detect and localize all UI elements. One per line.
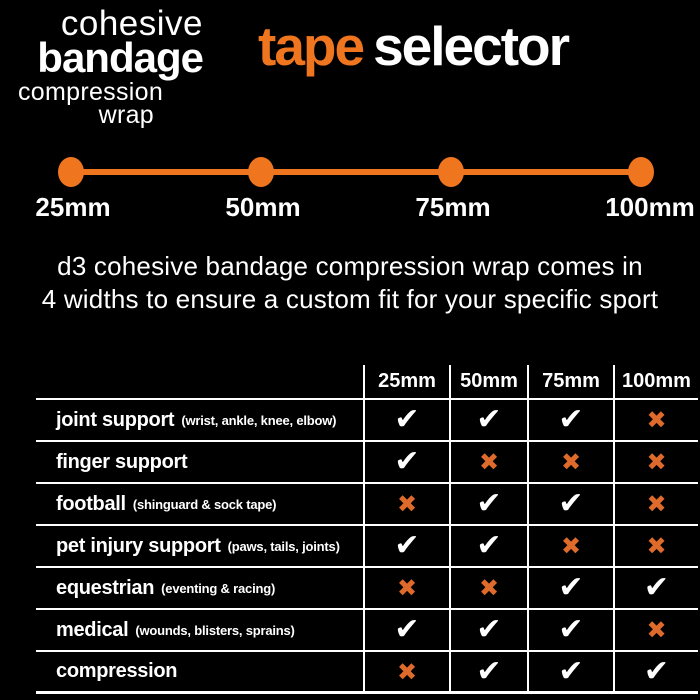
cross-icon: ✖ — [396, 657, 418, 686]
table-row — [36, 610, 698, 652]
logo-word-compression: compression — [18, 78, 164, 106]
row-label-cell — [36, 610, 363, 650]
title-word-tape: tape — [258, 15, 364, 77]
row-sublabel: (shinguard & sock tape) — [132, 496, 277, 512]
cross-icon: ✖ — [478, 574, 500, 602]
table-row — [36, 568, 698, 610]
cross-icon: ✖ — [646, 448, 667, 476]
check-icon: ✔ — [476, 528, 502, 563]
row-sublabel: (paws, tails, joints) — [227, 538, 340, 554]
mark-cell — [527, 568, 613, 608]
check-icon: ✔ — [394, 528, 420, 563]
cross-icon: ✖ — [478, 448, 500, 476]
mark-cell — [613, 484, 698, 524]
row-sublabel: (wrist, ankle, knee, elbow) — [181, 412, 337, 428]
timeline-label: 25mm — [35, 192, 111, 222]
cross-icon: ✖ — [560, 532, 582, 560]
mark-cell — [449, 442, 527, 482]
check-icon: ✔ — [558, 402, 584, 437]
mark-cell — [527, 610, 613, 650]
mark-cell — [527, 526, 613, 566]
mark-cell — [363, 400, 449, 440]
row-label: finger support — [56, 450, 188, 473]
check-icon: ✔ — [558, 612, 584, 647]
mark-cell — [527, 400, 613, 440]
mark-cell — [449, 526, 527, 566]
row-label-cell — [36, 652, 363, 691]
page-title — [258, 14, 568, 78]
row-sublabel: (wounds, blisters, sprains) — [135, 622, 295, 638]
check-icon: ✔ — [558, 653, 584, 689]
row-label: pet injury support — [56, 534, 221, 557]
cross-icon: ✖ — [560, 448, 582, 476]
logo-word-bandage: bandage — [37, 34, 203, 81]
timeline-label: 100mm — [605, 192, 695, 222]
cross-icon: ✖ — [646, 616, 667, 644]
row-label-cell — [36, 442, 363, 482]
mark-cell — [363, 568, 449, 608]
mark-cell — [613, 610, 698, 650]
timeline-label: 50mm — [225, 192, 301, 222]
check-icon: ✔ — [643, 570, 670, 605]
column-header-50mm: 50mm — [449, 365, 527, 398]
mark-cell — [363, 610, 449, 650]
mark-cell — [527, 442, 613, 482]
check-icon: ✔ — [394, 402, 420, 437]
cross-icon: ✖ — [396, 490, 418, 518]
cross-icon: ✖ — [646, 406, 667, 434]
row-label: football — [56, 492, 126, 515]
logo-word-cohesive: cohesive — [60, 4, 203, 43]
selector-table — [36, 365, 698, 694]
logo-word-wrap: wrap — [98, 101, 154, 129]
row-label: compression — [56, 660, 178, 682]
table-row — [36, 526, 698, 568]
mark-cell — [363, 652, 449, 691]
mark-cell — [613, 400, 698, 440]
check-icon: ✔ — [558, 570, 584, 605]
row-label: joint support — [56, 408, 175, 431]
mark-cell — [613, 568, 698, 608]
check-icon: ✔ — [643, 653, 670, 689]
header-label-spacer — [36, 365, 363, 398]
check-icon: ✔ — [394, 444, 420, 479]
mark-cell — [363, 484, 449, 524]
description-line-1: d3 cohesive bandage compression wrap comes in — [57, 251, 643, 281]
cross-icon: ✖ — [396, 574, 418, 602]
cross-icon: ✖ — [646, 490, 667, 518]
mark-cell — [363, 526, 449, 566]
brand-logo — [18, 6, 203, 128]
check-icon: ✔ — [476, 402, 502, 437]
row-sublabel: (eventing & racing) — [161, 580, 276, 596]
table-row — [36, 442, 698, 484]
mark-cell — [449, 484, 527, 524]
mark-cell — [527, 652, 613, 691]
cross-icon: ✖ — [646, 532, 667, 560]
row-label-cell — [36, 400, 363, 440]
mark-cell — [613, 526, 698, 566]
column-header-75mm: 75mm — [527, 365, 613, 398]
timeline-dot-icon — [438, 157, 464, 187]
table-row — [36, 400, 698, 442]
table-header-row — [36, 365, 698, 400]
row-label-cell — [36, 484, 363, 524]
mark-cell — [363, 442, 449, 482]
timeline-dot-icon — [628, 157, 654, 187]
mark-cell — [613, 442, 698, 482]
mark-cell — [527, 484, 613, 524]
description — [0, 250, 700, 317]
row-label-cell — [36, 568, 363, 608]
row-label: medical — [56, 618, 129, 641]
check-icon: ✔ — [476, 612, 502, 647]
timeline-dot-icon — [58, 157, 84, 187]
timeline-label: 75mm — [415, 192, 491, 222]
check-icon: ✔ — [558, 486, 584, 521]
timeline-dot-icon — [248, 157, 274, 187]
column-header-100mm: 100mm — [613, 365, 698, 398]
mark-cell — [449, 568, 527, 608]
row-label-cell — [36, 526, 363, 566]
table-row — [36, 484, 698, 526]
check-icon: ✔ — [394, 612, 420, 647]
row-label: equestrian — [56, 576, 155, 599]
description-line-2: 4 widths to ensure a custom fit for your specific sport — [41, 284, 659, 315]
title-word-selector: selector — [373, 15, 569, 77]
table-row — [36, 652, 698, 694]
mark-cell — [449, 610, 527, 650]
check-icon: ✔ — [476, 486, 502, 521]
mark-cell — [449, 400, 527, 440]
timeline-line — [71, 169, 641, 175]
mark-cell — [613, 652, 698, 691]
check-icon: ✔ — [476, 653, 502, 689]
column-header-25mm: 25mm — [363, 365, 449, 398]
mark-cell — [449, 652, 527, 691]
